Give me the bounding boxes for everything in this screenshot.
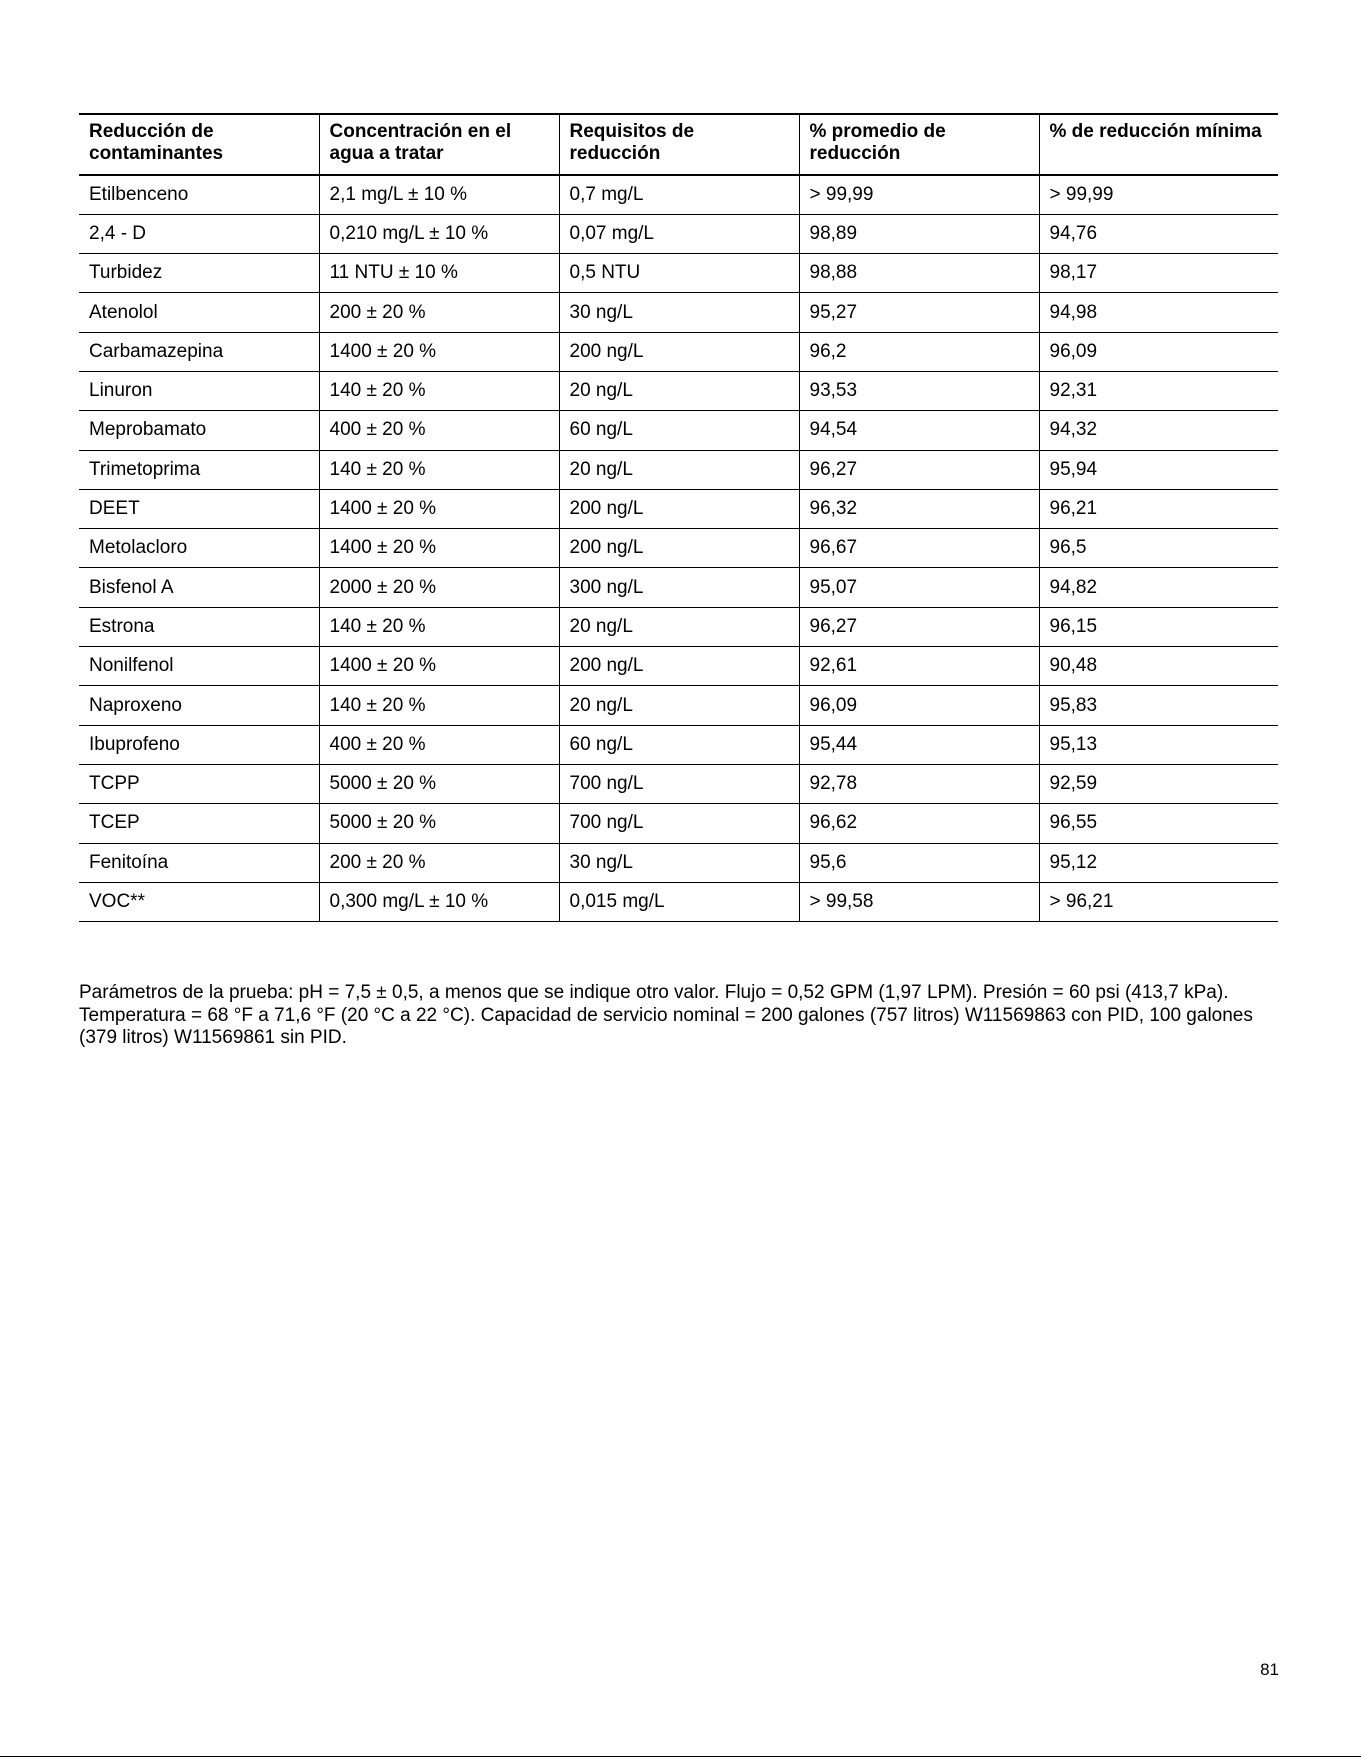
cell-requirement: 700 ng/L bbox=[559, 764, 799, 803]
cell-contaminant: Atenolol bbox=[79, 293, 319, 332]
cell-average-reduction: > 99,99 bbox=[799, 175, 1039, 214]
cell-concentration: 2000 ± 20 % bbox=[319, 568, 559, 607]
cell-minimum-reduction: 90,48 bbox=[1039, 647, 1278, 686]
cell-minimum-reduction: 98,17 bbox=[1039, 254, 1278, 293]
cell-average-reduction: 95,44 bbox=[799, 725, 1039, 764]
cell-contaminant: Turbidez bbox=[79, 254, 319, 293]
page-bottom-divider bbox=[0, 1756, 1361, 1757]
table-row bbox=[79, 214, 1278, 253]
cell-average-reduction: 95,6 bbox=[799, 843, 1039, 882]
cell-average-reduction: 96,09 bbox=[799, 686, 1039, 725]
cell-contaminant: Trimetoprima bbox=[79, 450, 319, 489]
cell-contaminant: Nonilfenol bbox=[79, 647, 319, 686]
cell-concentration: 5000 ± 20 % bbox=[319, 804, 559, 843]
cell-contaminant: Bisfenol A bbox=[79, 568, 319, 607]
table-row bbox=[79, 332, 1278, 371]
cell-requirement: 0,7 mg/L bbox=[559, 175, 799, 214]
cell-concentration: 200 ± 20 % bbox=[319, 843, 559, 882]
cell-requirement: 60 ng/L bbox=[559, 725, 799, 764]
header-contaminant: Reducción de contaminantes bbox=[79, 114, 319, 175]
table-row bbox=[79, 175, 1278, 214]
cell-concentration: 140 ± 20 % bbox=[319, 371, 559, 410]
table-body bbox=[79, 175, 1278, 922]
cell-requirement: 20 ng/L bbox=[559, 607, 799, 646]
cell-requirement: 20 ng/L bbox=[559, 686, 799, 725]
cell-contaminant: Metolacloro bbox=[79, 529, 319, 568]
cell-minimum-reduction: 95,83 bbox=[1039, 686, 1278, 725]
table-header bbox=[79, 114, 1278, 175]
test-parameters-note: Parámetros de la prueba: pH = 7,5 ± 0,5, a menos que se indique otro valor. Flujo = 0,52 GPM (1,97 LPM). Presión = 60 psi (413,7 kPa). Temperatura = 68 °F a 71,6 °F (20 °C a 22 °C). Capacidad de servicio nominal = 200 galones (757 litros) W11569863 con PID, 100 galones (379 litros) W11569861 sin PID. bbox=[79, 982, 1253, 1048]
contaminant-reduction-table bbox=[79, 113, 1278, 922]
cell-minimum-reduction: 96,09 bbox=[1039, 332, 1278, 371]
table-row bbox=[79, 882, 1278, 921]
cell-average-reduction: 95,27 bbox=[799, 293, 1039, 332]
cell-average-reduction: 98,88 bbox=[799, 254, 1039, 293]
cell-minimum-reduction: 96,15 bbox=[1039, 607, 1278, 646]
cell-minimum-reduction: 96,5 bbox=[1039, 529, 1278, 568]
cell-average-reduction: 96,32 bbox=[799, 489, 1039, 528]
cell-contaminant: VOC** bbox=[79, 882, 319, 921]
cell-average-reduction: 98,89 bbox=[799, 214, 1039, 253]
cell-contaminant: Fenitoína bbox=[79, 843, 319, 882]
table-row bbox=[79, 489, 1278, 528]
cell-average-reduction: 92,78 bbox=[799, 764, 1039, 803]
table-row bbox=[79, 371, 1278, 410]
cell-minimum-reduction: 96,21 bbox=[1039, 489, 1278, 528]
cell-minimum-reduction: 92,59 bbox=[1039, 764, 1278, 803]
cell-concentration: 400 ± 20 % bbox=[319, 411, 559, 450]
page-number: 81 bbox=[1260, 1660, 1279, 1679]
cell-requirement: 20 ng/L bbox=[559, 371, 799, 410]
cell-contaminant: Meprobamato bbox=[79, 411, 319, 450]
table-row bbox=[79, 725, 1278, 764]
table-row bbox=[79, 254, 1278, 293]
cell-concentration: 1400 ± 20 % bbox=[319, 489, 559, 528]
header-reduction-requirement: Requisitos de reducción bbox=[559, 114, 799, 175]
cell-requirement: 200 ng/L bbox=[559, 529, 799, 568]
cell-concentration: 1400 ± 20 % bbox=[319, 647, 559, 686]
cell-requirement: 200 ng/L bbox=[559, 332, 799, 371]
cell-average-reduction: 96,62 bbox=[799, 804, 1039, 843]
cell-contaminant: 2,4 - D bbox=[79, 214, 319, 253]
cell-average-reduction: 94,54 bbox=[799, 411, 1039, 450]
cell-minimum-reduction: 94,98 bbox=[1039, 293, 1278, 332]
cell-contaminant: Carbamazepina bbox=[79, 332, 319, 371]
cell-average-reduction: 93,53 bbox=[799, 371, 1039, 410]
cell-concentration: 11 NTU ± 10 % bbox=[319, 254, 559, 293]
cell-concentration: 1400 ± 20 % bbox=[319, 529, 559, 568]
table-row bbox=[79, 411, 1278, 450]
table-row bbox=[79, 529, 1278, 568]
cell-concentration: 140 ± 20 % bbox=[319, 450, 559, 489]
cell-minimum-reduction: 95,94 bbox=[1039, 450, 1278, 489]
cell-concentration: 5000 ± 20 % bbox=[319, 764, 559, 803]
cell-contaminant: Ibuprofeno bbox=[79, 725, 319, 764]
cell-minimum-reduction: 95,13 bbox=[1039, 725, 1278, 764]
cell-contaminant: TCEP bbox=[79, 804, 319, 843]
cell-average-reduction: 92,61 bbox=[799, 647, 1039, 686]
cell-requirement: 30 ng/L bbox=[559, 293, 799, 332]
cell-requirement: 0,5 NTU bbox=[559, 254, 799, 293]
cell-minimum-reduction: > 96,21 bbox=[1039, 882, 1278, 921]
cell-contaminant: TCPP bbox=[79, 764, 319, 803]
table-row bbox=[79, 686, 1278, 725]
cell-contaminant: Etilbenceno bbox=[79, 175, 319, 214]
cell-average-reduction: 96,67 bbox=[799, 529, 1039, 568]
table-row bbox=[79, 450, 1278, 489]
cell-requirement: 0,07 mg/L bbox=[559, 214, 799, 253]
cell-requirement: 700 ng/L bbox=[559, 804, 799, 843]
cell-minimum-reduction: 96,55 bbox=[1039, 804, 1278, 843]
header-minimum-reduction: % de reducción mínima bbox=[1039, 114, 1278, 175]
cell-requirement: 200 ng/L bbox=[559, 647, 799, 686]
cell-minimum-reduction: > 99,99 bbox=[1039, 175, 1278, 214]
cell-average-reduction: 95,07 bbox=[799, 568, 1039, 607]
cell-average-reduction: 96,27 bbox=[799, 607, 1039, 646]
cell-minimum-reduction: 94,32 bbox=[1039, 411, 1278, 450]
cell-concentration: 1400 ± 20 % bbox=[319, 332, 559, 371]
cell-requirement: 200 ng/L bbox=[559, 489, 799, 528]
table-row bbox=[79, 647, 1278, 686]
table-row bbox=[79, 764, 1278, 803]
cell-contaminant: Estrona bbox=[79, 607, 319, 646]
cell-concentration: 0,300 mg/L ± 10 % bbox=[319, 882, 559, 921]
cell-average-reduction: > 99,58 bbox=[799, 882, 1039, 921]
table-row bbox=[79, 804, 1278, 843]
cell-concentration: 0,210 mg/L ± 10 % bbox=[319, 214, 559, 253]
table-row bbox=[79, 293, 1278, 332]
cell-minimum-reduction: 94,82 bbox=[1039, 568, 1278, 607]
cell-average-reduction: 96,27 bbox=[799, 450, 1039, 489]
cell-contaminant: Linuron bbox=[79, 371, 319, 410]
header-average-reduction: % promedio de reducción bbox=[799, 114, 1039, 175]
cell-concentration: 2,1 mg/L ± 10 % bbox=[319, 175, 559, 214]
table-row bbox=[79, 568, 1278, 607]
table-header-row bbox=[79, 114, 1278, 175]
cell-requirement: 0,015 mg/L bbox=[559, 882, 799, 921]
cell-average-reduction: 96,2 bbox=[799, 332, 1039, 371]
cell-requirement: 20 ng/L bbox=[559, 450, 799, 489]
table-row bbox=[79, 607, 1278, 646]
cell-concentration: 400 ± 20 % bbox=[319, 725, 559, 764]
cell-minimum-reduction: 94,76 bbox=[1039, 214, 1278, 253]
table-row bbox=[79, 843, 1278, 882]
header-influent-concentration: Concentración en el agua a tratar bbox=[319, 114, 559, 175]
cell-contaminant: DEET bbox=[79, 489, 319, 528]
cell-concentration: 200 ± 20 % bbox=[319, 293, 559, 332]
cell-requirement: 30 ng/L bbox=[559, 843, 799, 882]
cell-concentration: 140 ± 20 % bbox=[319, 686, 559, 725]
cell-requirement: 300 ng/L bbox=[559, 568, 799, 607]
cell-contaminant: Naproxeno bbox=[79, 686, 319, 725]
cell-requirement: 60 ng/L bbox=[559, 411, 799, 450]
cell-minimum-reduction: 92,31 bbox=[1039, 371, 1278, 410]
cell-minimum-reduction: 95,12 bbox=[1039, 843, 1278, 882]
cell-concentration: 140 ± 20 % bbox=[319, 607, 559, 646]
